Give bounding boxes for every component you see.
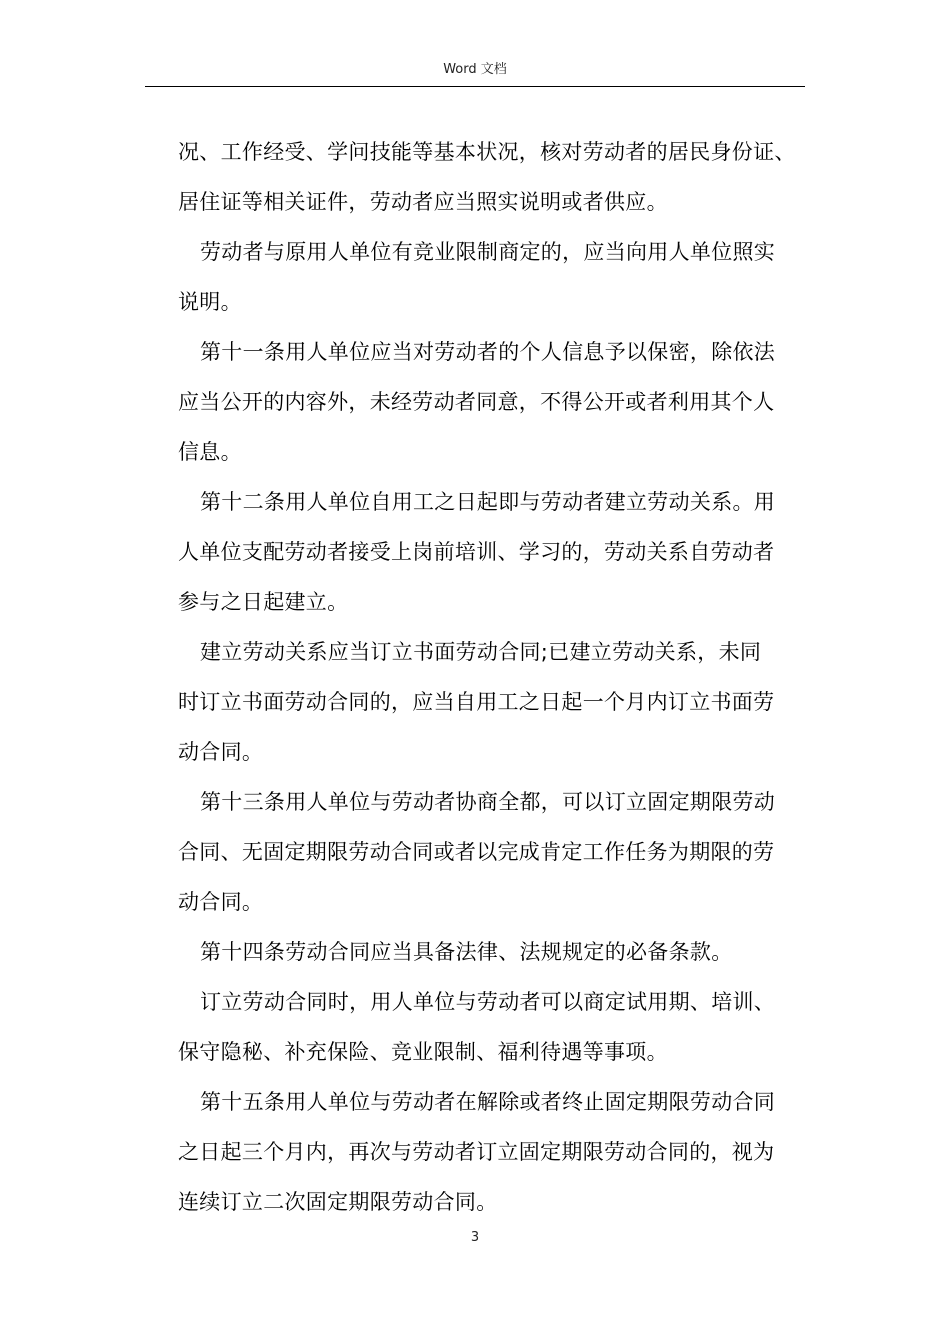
- paragraph: [178, 627, 818, 777]
- paragraph: [178, 227, 818, 327]
- header-divider: [145, 86, 805, 87]
- paragraph-line: 第十二条用人单位自用工之日起即与劳动者建立劳动关系。用: [200, 490, 776, 514]
- paragraph-line: 人单位支配劳动者接受上岗前培训、学习的，劳动关系自劳动者: [178, 540, 775, 564]
- paragraph: [178, 127, 818, 227]
- paragraph-line: 时订立书面劳动合同的，应当自用工之日起一个月内订立书面劳: [178, 690, 775, 714]
- paragraph-line: 第十五条用人单位与劳动者在解除或者终止固定期限劳动合同: [200, 1090, 776, 1114]
- paragraph-line: 第十三条用人单位与劳动者协商全都，可以订立固定期限劳动: [200, 790, 776, 814]
- paragraph-line: 参与之日起建立。: [178, 590, 349, 614]
- paragraph-line: 第十四条劳动合同应当具备法律、法规规定的必备条款。: [200, 940, 733, 964]
- paragraph: [178, 977, 818, 1077]
- paragraph-line: 合同、无固定期限劳动合同或者以完成肯定工作任务为期限的劳: [178, 840, 775, 864]
- paragraph: [178, 1077, 818, 1227]
- paragraph-line: 劳动者与原用人单位有竞业限制商定的，应当向用人单位照实: [200, 240, 776, 264]
- paragraph-line: 况、工作经受、学问技能等基本状况，核对劳动者的居民身份证、: [178, 140, 796, 164]
- paragraph: [178, 927, 818, 977]
- paragraph: [178, 477, 818, 627]
- paragraph-line: 建立劳动关系应当订立书面劳动合同;已建立劳动关系，未同: [200, 640, 762, 664]
- paragraph-line: 保守隐秘、补充保险、竞业限制、福利待遇等事项。: [178, 1040, 668, 1064]
- paragraph-line: 动合同。: [178, 890, 264, 914]
- paragraph-line: 订立劳动合同时，用人单位与劳动者可以商定试用期、培训、: [200, 990, 776, 1014]
- paragraph-line: 居住证等相关证件，劳动者应当照实说明或者供应。: [178, 190, 668, 214]
- paragraph-line: 说明。: [178, 290, 242, 314]
- paragraph-line: 第十一条用人单位应当对劳动者的个人信息予以保密，除依法: [200, 340, 776, 364]
- paragraph-line: 之日起三个月内，再次与劳动者订立固定期限劳动合同的，视为: [178, 1140, 775, 1164]
- paragraph-line: 连续订立二次固定期限劳动合同。: [178, 1190, 498, 1214]
- paragraph-line: 信息。: [178, 440, 242, 464]
- header-title: Word 文档: [443, 62, 507, 77]
- paragraph-line: 动合同。: [178, 740, 264, 764]
- paragraph: [178, 327, 818, 477]
- page-number: 3: [470, 1230, 480, 1245]
- document-body: [178, 127, 818, 1227]
- page-header: [145, 62, 805, 78]
- paragraph-line: 应当公开的内容外，未经劳动者同意，不得公开或者利用其个人: [178, 390, 775, 414]
- paragraph: [178, 777, 818, 927]
